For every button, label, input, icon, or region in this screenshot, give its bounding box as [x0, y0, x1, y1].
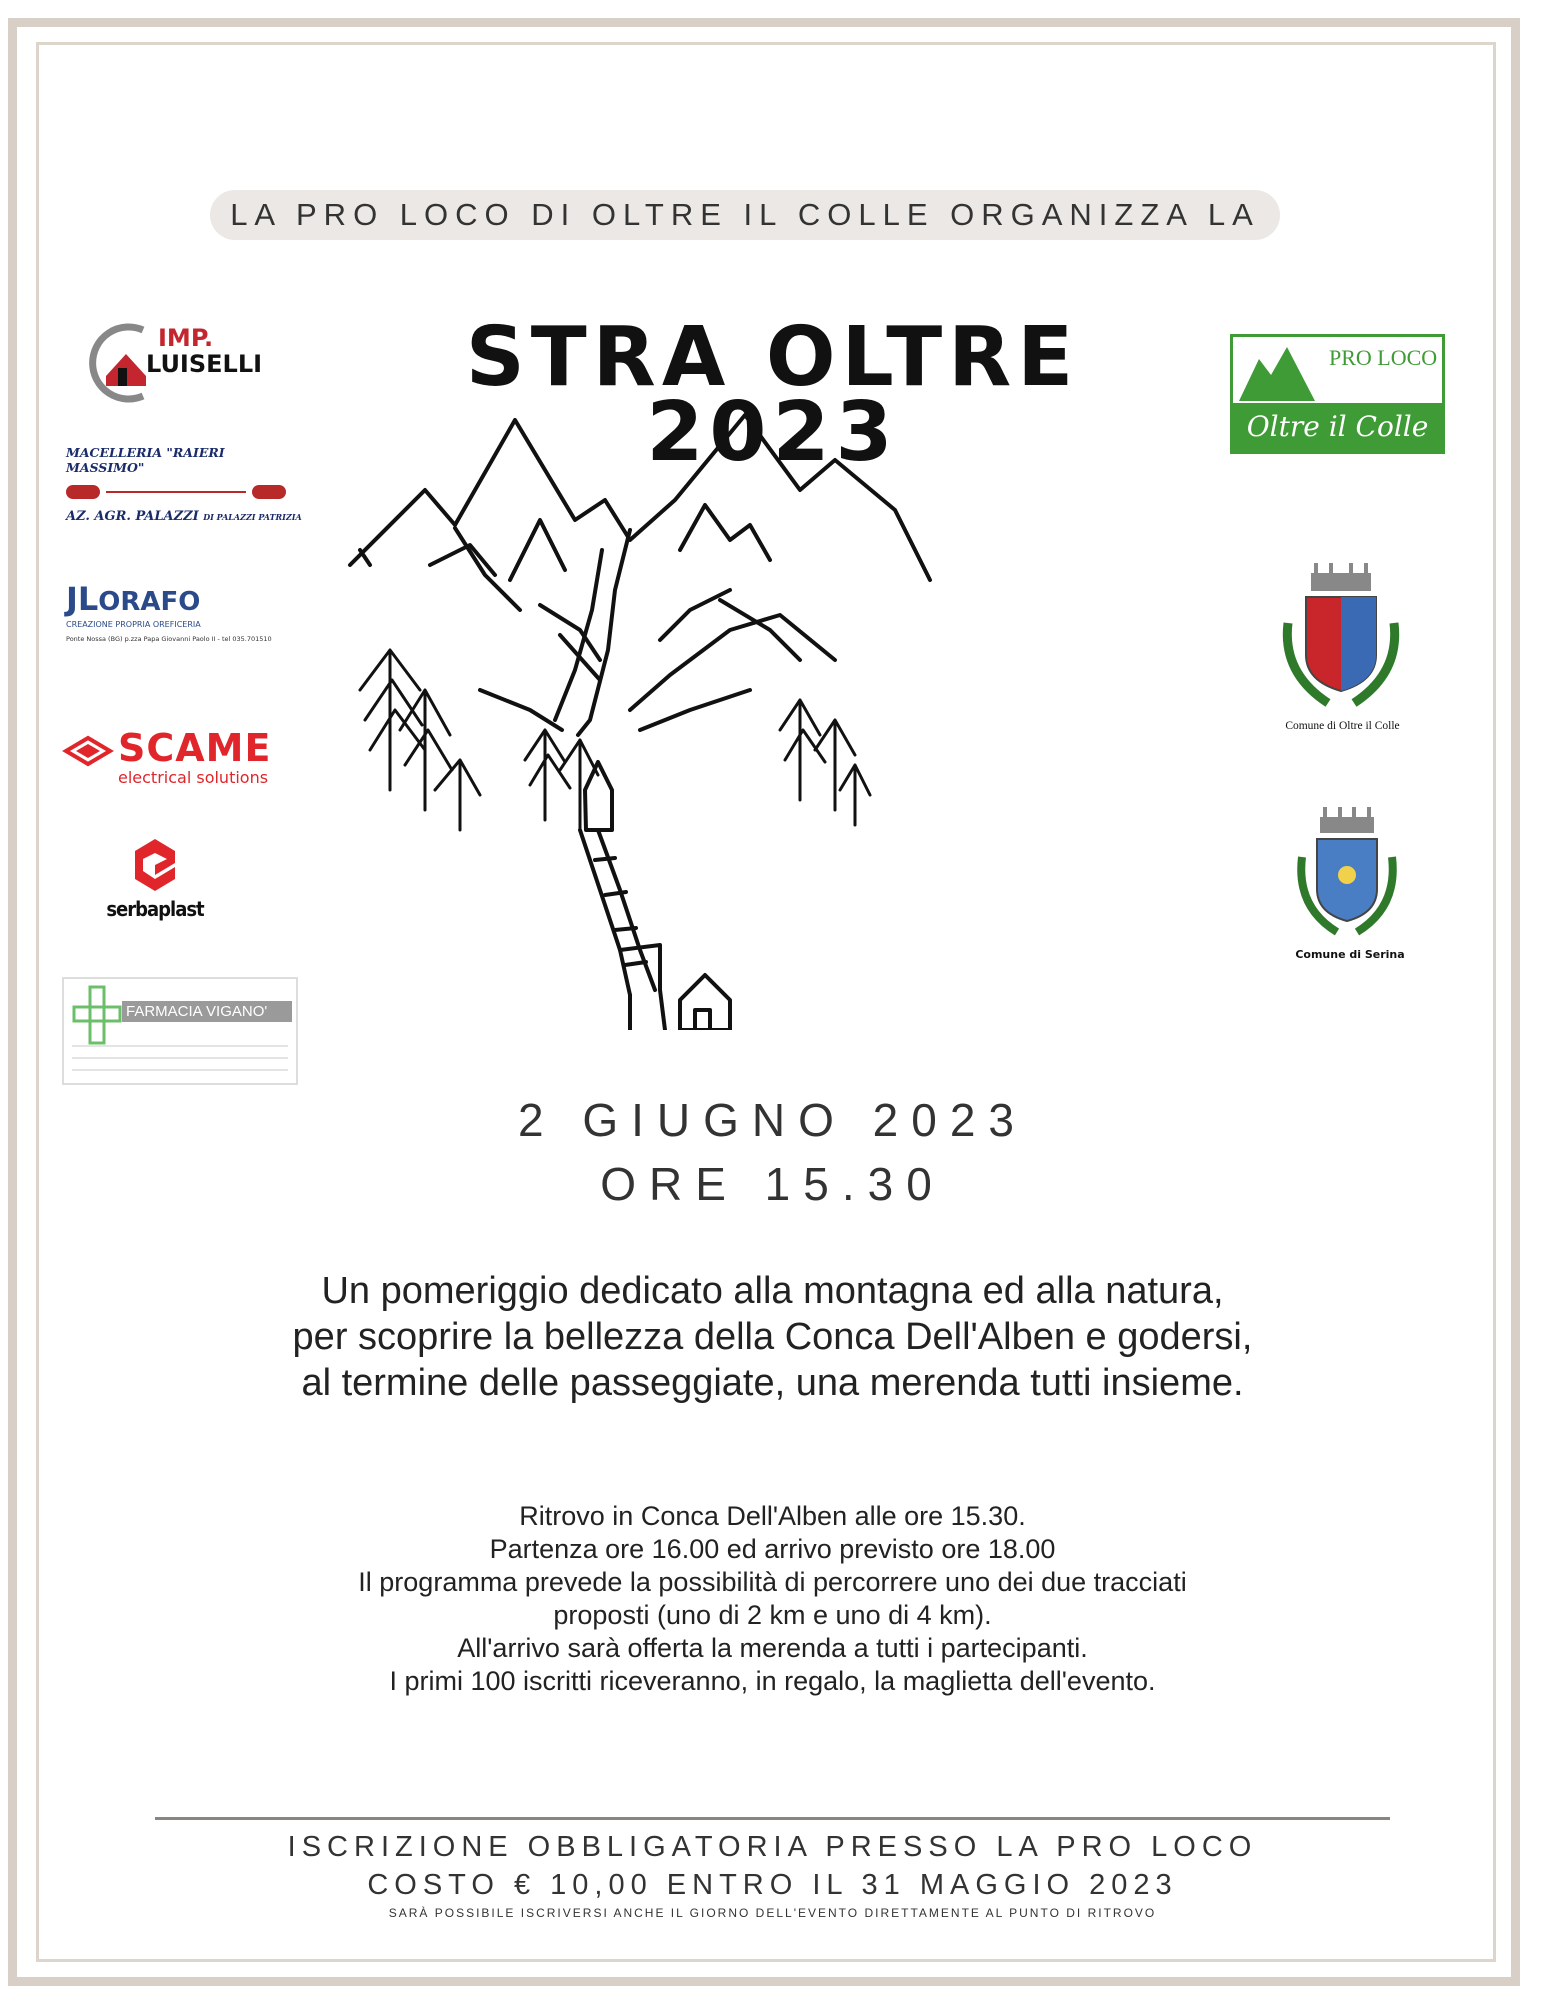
pharmacy-cross-icon	[72, 985, 122, 1045]
details-line: proposti (uno di 2 km e uno di 4 km).	[553, 1600, 992, 1630]
leo-orafo-name: JLORAFO	[66, 580, 201, 618]
farmacia-name: FARMACIA VIGANO'	[122, 1001, 292, 1022]
luiselli-line2: LUISELLI	[146, 350, 263, 378]
farmacia-logo	[62, 977, 298, 1085]
details-line: Ritrovo in Conca Dell'Alben alle ore 15.30.	[519, 1501, 1026, 1531]
details-line: All'arrivo sarà offerta la merenda a tutti i partecipanti.	[457, 1633, 1088, 1663]
macelleria-logo	[66, 445, 302, 524]
event-time: ORE 15.30	[600, 1158, 945, 1210]
mountain-illustration	[330, 390, 1130, 1030]
az-agr-owner: DI PALAZZI PATRIZIA	[203, 512, 302, 522]
event-title: STRA OLTRE	[465, 310, 1080, 405]
az-agr-palazzi	[66, 509, 302, 524]
coat-of-arms-serina-icon	[1292, 807, 1402, 947]
luiselli-logo	[78, 318, 278, 408]
comune-serina-caption: Comune di Serina	[1295, 948, 1405, 961]
serbaplast-emblem	[125, 835, 185, 895]
proloco-logo	[1230, 334, 1445, 454]
serbaplast-logo	[105, 835, 205, 925]
mountain-icon	[1237, 341, 1317, 411]
details-line: Partenza ore 16.00 ed arrivo previsto ore 18.00	[489, 1534, 1056, 1564]
leo-orafo-address: Ponte Nossa (BG) p.zza Papa Giovanni Paolo II - tel 035.701510	[66, 635, 272, 643]
details-line: I primi 100 iscritti riceveranno, in regalo, la maglietta dell'evento.	[389, 1666, 1156, 1696]
registration-note: SARÀ POSSIBILE ISCRIVERSI ANCHE IL GIORNO DELL'EVENTO DIRETTAMENTE AL PUNTO DI RITROVO	[388, 1906, 1157, 1920]
proloco-title: PRO LOCO	[1329, 345, 1438, 370]
leo-orafo-logo	[66, 580, 286, 650]
footer-divider	[155, 1817, 1390, 1820]
scame-logo	[62, 726, 327, 790]
registration-cost: COSTO € 10,00 ENTRO IL 31 MAGGIO 2023	[367, 1869, 1178, 1901]
farmacia-text-lines	[72, 1069, 288, 1071]
event-year: 2023	[646, 385, 899, 480]
event-date: 2 GIUGNO 2023	[517, 1094, 1028, 1146]
scame-emblem	[62, 734, 114, 768]
leo-orafo-sub: CREAZIONE PROPRIA OREFICERIA	[66, 620, 201, 629]
coat-of-arms-oltre-icon	[1278, 563, 1404, 718]
details-paragraph	[190, 1500, 1355, 1698]
az-agr-name: AZ. AGR. PALAZZI	[66, 509, 199, 524]
intro-line: al termine delle passeggiate, una merenda tutti insieme.	[301, 1362, 1244, 1404]
farmacia-text-lines	[72, 1045, 288, 1047]
scame-tagline: electrical solutions	[118, 768, 269, 787]
leo-orafo-text: ORAFO	[98, 587, 201, 617]
comune-oltre-caption: Comune di Oltre il Colle	[1285, 720, 1400, 732]
intro-line: Un pomeriggio dedicato alla montagna ed alla natura,	[321, 1270, 1224, 1312]
intro-line: per scoprire la bellezza della Conca Dell'Alben e godersi,	[292, 1316, 1253, 1358]
scame-name: SCAME	[118, 726, 272, 770]
registration-notice: ISCRIZIONE OBBLIGATORIA PRESSO LA PRO LOCO	[287, 1831, 1258, 1863]
macelleria-badges	[66, 483, 286, 501]
proloco-subtitle: Oltre il Colle	[1233, 403, 1442, 451]
farmacia-text-lines	[72, 1057, 288, 1059]
organizer-banner	[210, 190, 1280, 240]
serbaplast-name: serbaplast	[106, 897, 204, 921]
luiselli-line1: IMP.	[158, 324, 214, 352]
macelleria-name: MACELLERIA "RAIERI MASSIMO"	[66, 445, 225, 475]
details-line: Il programma prevede la possibilità di percorrere uno dei due tracciati	[358, 1567, 1187, 1597]
intro-paragraph	[140, 1268, 1405, 1406]
organizer-text: LA PRO LOCO DI OLTRE IL COLLE ORGANIZZA LA	[230, 197, 1260, 232]
